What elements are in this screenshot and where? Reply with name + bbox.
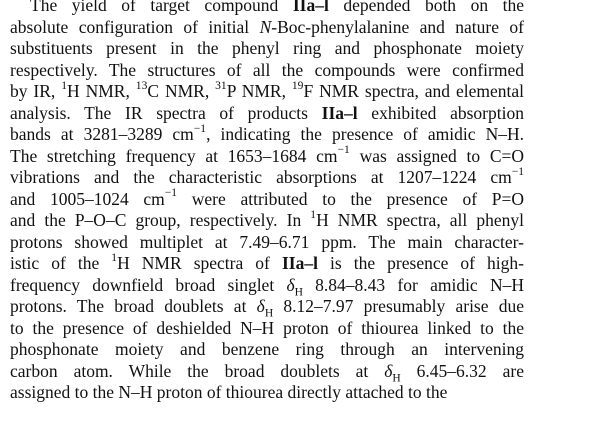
text-line: protons showed multiplet at 7.49–6.71 ppm. The main character- [10,231,524,252]
text-line: assigned to the N–H proton of thiourea directly attached to the [10,382,448,402]
text-line: absolute configuration of initial N-Boc-phenylalanine and nature of [10,16,524,37]
text-line: and 1005–1024 $cm^{-1}$ were attributed to the presence of P=O [10,187,524,209]
text-line: phosphonate moiety and benzene ring through an intervening [10,339,524,359]
text-line: substituents present in the phenyl ring and phosphonate moiety [10,38,524,58]
text-line: by IR, $^1$H NMR, $^{13}$C NMR, $^{31}$P NMR, $^{19}$F NMR spectra, and elemental [10,79,524,101]
text-line: frequency downfield broad singlet $\delta_H$ 8.84–8.43 for amidic N–H [10,274,524,298]
text-line: protons. The broad doublets at $\delta_H$ 8.12–7.97 presumably arise due [10,296,525,320]
text-line: and the P–O–C group, respectively. In $^1$H NMR spectra, all phenyl [10,208,524,230]
text-line: analysis. The IR spectra of products IIa–l exhibited absorption [10,102,524,123]
text-line: respectively. The structures of all the compounds were confirmed [10,59,524,80]
text-line: istic of the $^1$H NMR spectra of IIa–l is the presence of high- [10,251,525,273]
text-line: carbon atom. While the broad doublets at $\delta_H$ 6.45–6.32 are [10,360,524,384]
text-line: The yield of target compound IIa–l depended both on the [30,0,524,15]
text-line: to the presence of deshielded N–H proton of thiourea linked to the [10,317,524,338]
text-line: bands at 3281–3289 $cm^{-1}$, indicating the presence of amidic N–H. [10,122,524,144]
text-line: vibrations and the characteristic absorptions at 1207–1224 $cm^{-1}$ [10,165,524,187]
body-paragraph [10,0,524,404]
text-line: The stretching frequency at 1653–1684 $cm^{-1}$ was assigned to C=O [10,144,525,166]
